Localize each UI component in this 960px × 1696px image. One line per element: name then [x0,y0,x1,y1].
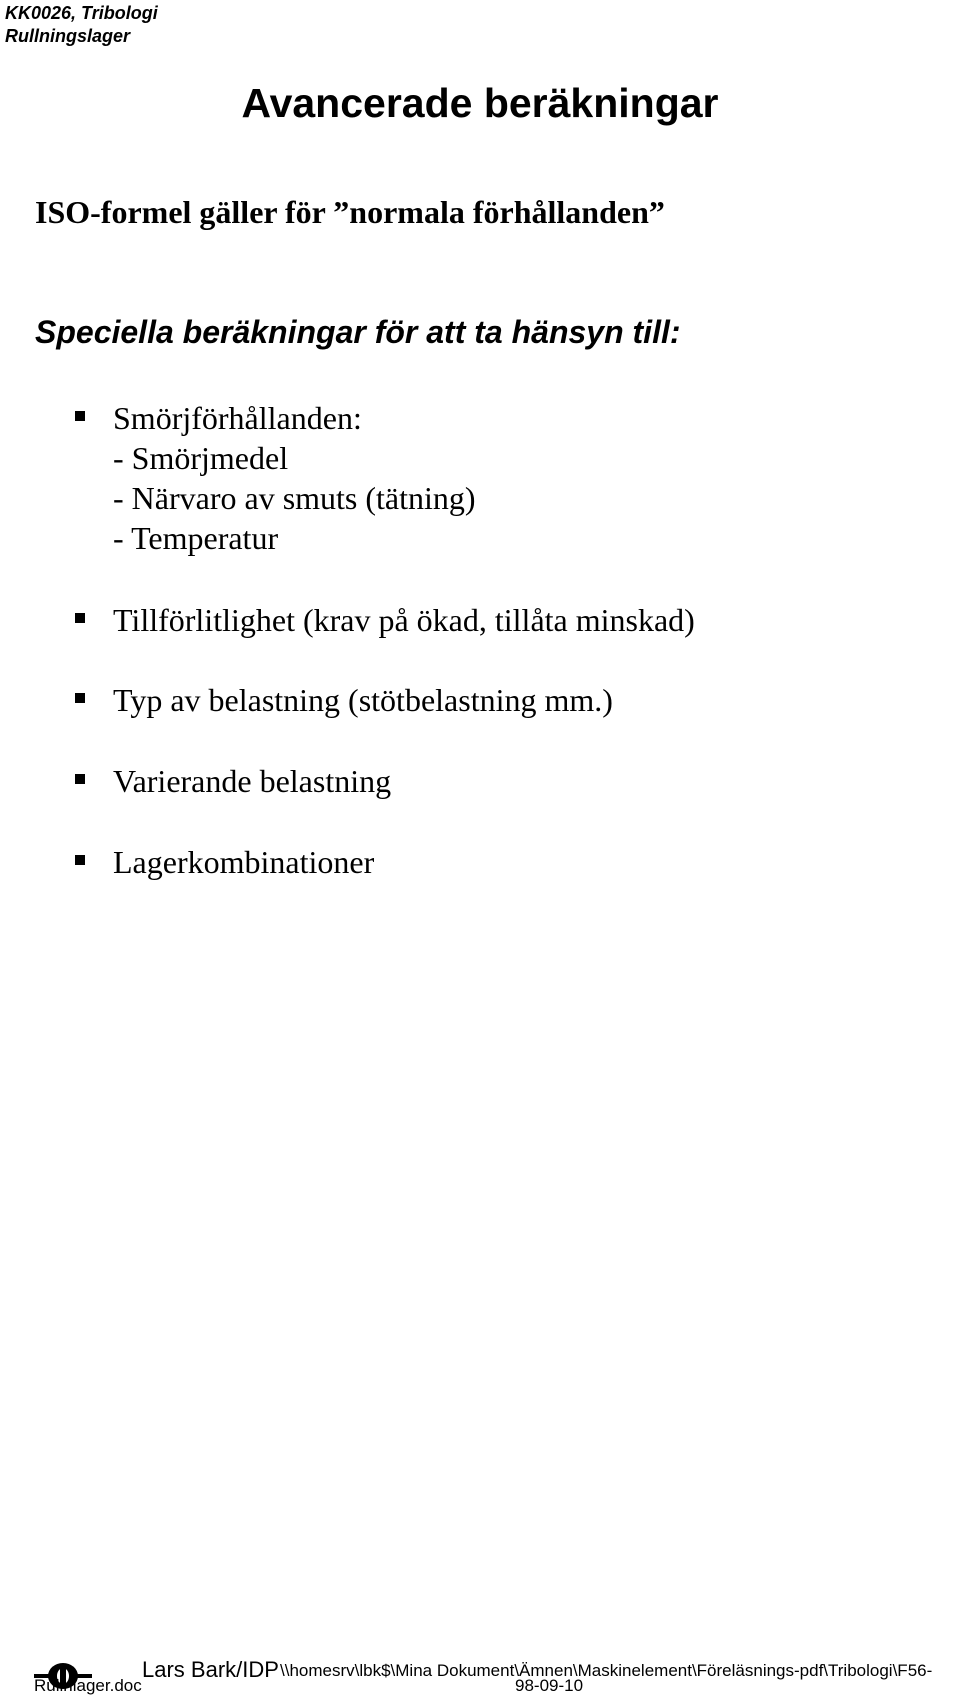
sub-item-temperature: - Temperatur [113,520,279,556]
iso-formula-statement: ISO-formel gäller för ”normala förhållanden” [35,194,665,230]
square-bullet-icon [75,774,85,784]
list-item-label: Lagerkombinationer [113,844,375,880]
square-bullet-icon [75,411,85,421]
list-item-label: Tillförlitlighet (krav på ökad, tillåta minskad) [113,602,695,638]
header-course: KK0026, Tribologi [5,3,158,23]
sub-item-lubricant: - Smörjmedel [113,440,289,476]
list-item-label: Typ av belastning (stötbelastning mm.) [113,682,613,718]
sub-item-contamination: - Närvaro av smuts (tätning) [113,480,476,516]
square-bullet-icon [75,855,85,865]
list-item-label: Smörjförhållanden: [113,400,362,436]
header-topic: Rullningslager [5,26,131,46]
footer-file-name: Rullnlager.doc [34,1676,142,1695]
square-bullet-icon [75,693,85,703]
special-calculations-heading: Speciella beräkningar för att ta hänsyn till: [35,314,681,350]
footer-author: Lars Bark/IDP [142,1657,279,1682]
list-item-label: Varierande belastning [113,763,392,799]
footer-date: 98-09-10 [515,1676,584,1695]
document-header [5,2,158,48]
footer-file-path: \\homesrv\lbk$\Mina Dokument\Ämnen\Maskinelement\Föreläsnings-pdf\Tribologi\F56- [280,1661,933,1680]
square-bullet-icon [75,613,85,623]
page-title: Avancerade beräkningar [241,80,719,126]
